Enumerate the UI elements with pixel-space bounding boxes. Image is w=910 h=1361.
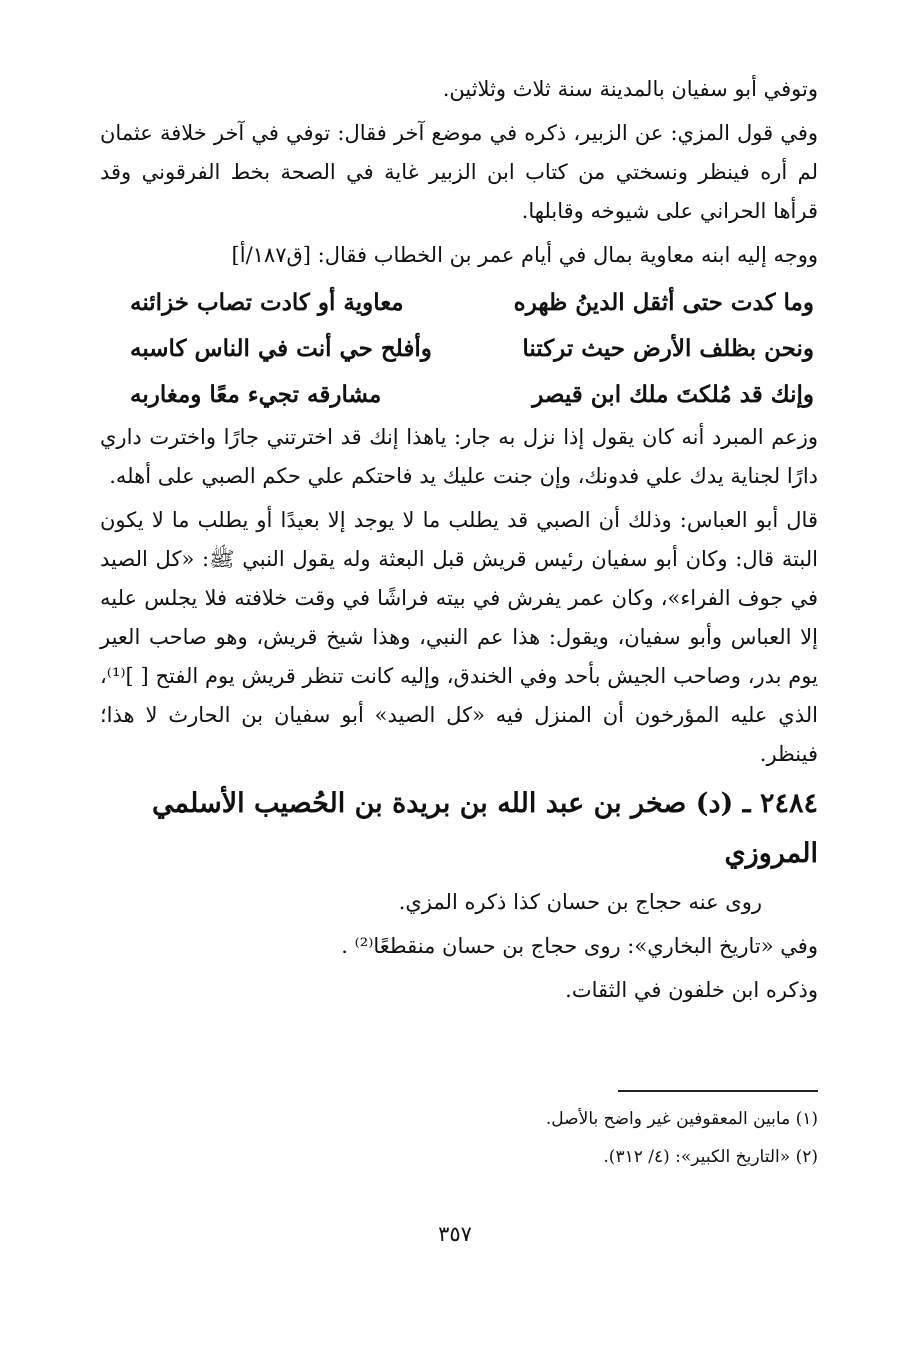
entry-line: روى عنه حجاج بن حسان كذا ذكره المزي. [398, 890, 762, 914]
poem-verse [100, 372, 818, 418]
footnotes [100, 1090, 818, 1176]
verse-first-hemistich: ونحن بظلف الأرض حيث تركتنا [522, 335, 814, 362]
paragraph: وزعم المبرد أنه كان يقول إذا نزل به جار: ياهذا إنك قد اخترتني جارًا واخترت داري دارًا لجناية يدك علي فدونك، وإن جنت عليك يد فاحتكم علي حكم الصبي على أهله. [100, 425, 818, 488]
verse-second-hemistich: وأفلح حي أنت في الناس كاسبه [130, 335, 432, 362]
main-text [100, 70, 818, 1015]
paragraph: وتوفي أبو سفيان بالمدينة سنة ثلاث وثلاثين. [442, 77, 818, 101]
poem-verse [100, 326, 818, 372]
verse-second-hemistich: مشارقه تجيء معًا ومغاربه [130, 381, 382, 408]
poem-verse [100, 280, 818, 326]
verse-first-hemistich: وإنك قد مُلكتَ ملك ابن قيصر [532, 381, 814, 408]
entry-line: وذكره ابن خلفون في الثقات. [565, 978, 818, 1002]
footnote: (١) مابين المعقوفين غير واضح بالأصل. [545, 1109, 818, 1129]
page-number: ٣٥٧ [438, 1222, 472, 1246]
paragraph: قال أبو العباس: وذلك أن الصبي قد يطلب ما لا يوجد إلا بعيدًا أو يطلب ما لا يكون البتة قال: وكان أبو سفيان رئيس قريش قبل البعثة وله يقول النبي ﷺ: «كل الصيد في جوف الفراء»، وكان عمر يفرش في بيته فراشًا في وقت خلافته فلا يجلس عليه إلا العباس وأبو سفيان، ويقول: هذا عم النبي، وهذا شيخ قريش، وهو صاحب العير يوم بدر، وصاحب الجيش بأحد وفي الخندق، وإليه كانت تنظر قريش يوم الفتح [ ]⁽¹⁾، الذي عليه المؤرخون أن المنزل فيه «كل الصيد» أبو سفيان بن الحارث لا هذا؛ فينظر. [100, 508, 818, 766]
verse-second-hemistich: معاوية أو كادت تصاب خزائنه [130, 289, 404, 316]
paragraph: وفي قول المزي: عن الزبير، ذكره في موضع آخر فقال: توفي في آخر خلافة عثمان لم أره فينظر ونسختي من كتاب ابن الزبير غاية في الصحة بخط الفرقوني وقد قرأها الحراني على شيوخه وقابلها. [100, 121, 818, 223]
footnote: (٢) «التاريخ الكبير»: (٤/ ٣١٢). [603, 1147, 818, 1167]
footnote-divider [618, 1090, 818, 1092]
entry-heading: ٢٤٨٤ ـ (د) صخر بن عبد الله بن بريدة بن الحُصيب الأسلمي المروزي [152, 788, 818, 869]
paragraph: ووجه إليه ابنه معاوية بمال في أيام عمر بن الخطاب فقال: [ق١٨٧/أ] [231, 243, 818, 267]
entry-line: وفي «تاريخ البخاري»: روى حجاج بن حسان منقطعًا⁽²⁾ . [341, 934, 818, 958]
verse-first-hemistich: وما كدت حتى أثقل الدينُ ظهره [513, 289, 814, 316]
